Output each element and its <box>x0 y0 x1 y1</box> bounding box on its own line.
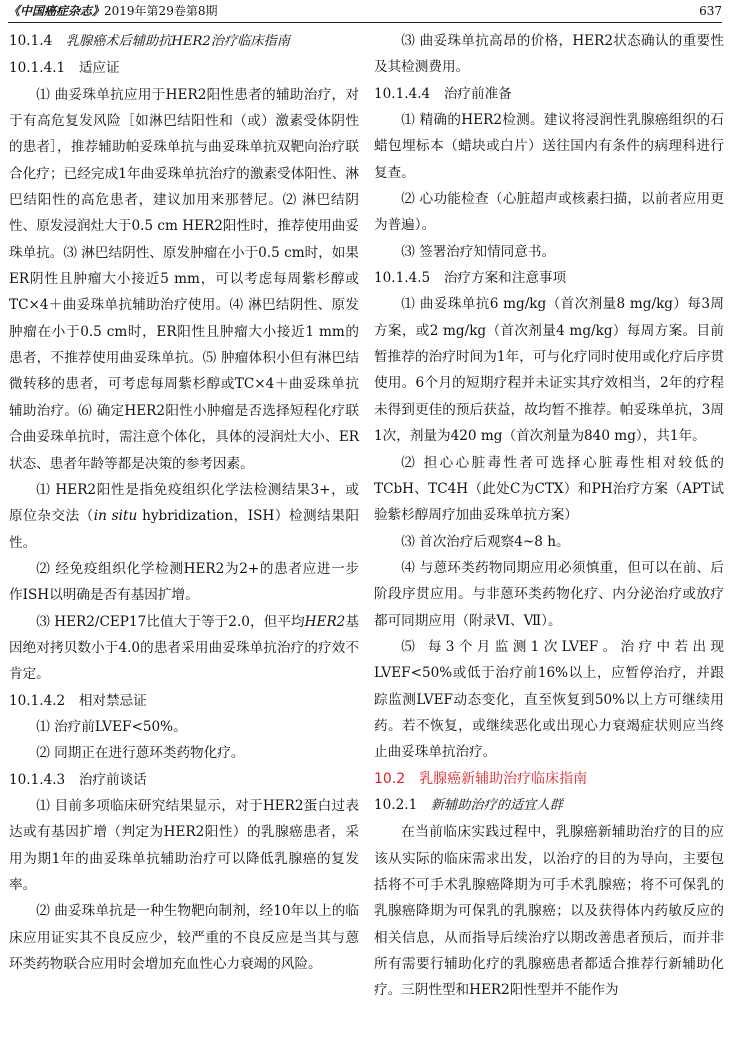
paragraph: ⑸ 每3个月监测1次LVEF。治疗中若出现LVEF<50%或低于治疗前16%以上，应暂停治疗，并跟踪监测LVEF动态变化，直至恢复到50%以上方可继续用药。若不恢复，或继续恶化或出现心力衰竭症状则应当终止曲妥珠单抗治疗。 <box>374 638 724 761</box>
paragraph: ⑶ HER2/CEP17比值大于等于2.0，但平均HER2基因绝对拷贝数小于4.0的患者采用曲妥珠单抗治疗的疗效不肯定。 <box>9 613 360 683</box>
paragraph: ⑴ 治疗前LVEF<50%。 <box>36 718 187 735</box>
subsection-heading: 10.1.4.4 治疗前准备 <box>374 85 512 102</box>
paragraph: ⑵ 担心心脏毒性者可选择心脏毒性相对较低的TCbH、TC4H（此处C为CTX）和PH治疗方案（APT试验紫杉醇周疗加曲妥珠单抗方案） <box>374 454 724 524</box>
page-number: 637 <box>699 4 722 18</box>
paragraph: ⑴ 精确的HER2检测。建议将浸润性乳腺癌组织的石蜡包埋标本（蜡块或白片）送往国内有条件的病理科进行复查。 <box>374 112 724 181</box>
paragraph: ⑶ 首次治疗后观察4~8 h。 <box>401 533 570 550</box>
section-heading: 10.1.4 乳腺癌术后辅助抗HER2治疗临床指南 <box>9 33 290 49</box>
paragraph: ⑶ 签署治疗知情同意书。 <box>401 243 556 260</box>
subsection-heading: 10.2.1 新辅助治疗的适宜人群 <box>374 796 563 813</box>
journal-name: 《中国癌症杂志》 <box>8 4 105 18</box>
paragraph: ⑶ 曲妥珠单抗高昂的价格，HER2状态确认的重要性及其检测费用。 <box>374 33 724 76</box>
paragraph: ⑴ 曲妥珠单抗6 mg/kg（首次剂量8 mg/kg）每3周方案，或2 mg/kg（首次剂量4 mg/kg）每周方案。目前暂推荐的治疗时间为1年，可与化疗同时使用或化疗后序贯使用。6个月的短期疗程并未证实其疗效相当，2年的疗程未得到更佳的预后获益，故均暂不推荐。帕妥珠单抗，3周1次，剂量为420 mg（首次剂量为840 mg），共1年。 <box>374 296 724 445</box>
subsection-heading: 10.1.4.3 治疗前谈话 <box>9 771 147 788</box>
subsection-heading: 10.1.4.2 相对禁忌证 <box>9 692 147 709</box>
paragraph: ⑵ 经免疫组织化学检测HER2为2+的患者应进一步作ISH以明确是否有基因扩增。 <box>9 560 359 604</box>
journal-citation <box>8 1 217 21</box>
subsection-heading: 10.1.4.5 治疗方案和注意事项 <box>374 270 567 287</box>
paragraph: ⑵ 心功能检查（心脏超声或核素扫描，以前者应用更为普遍）。 <box>374 191 724 234</box>
journal-issue: 2019年第29卷第8期 <box>104 4 218 18</box>
left-column <box>9 28 359 977</box>
paragraph: ⑷ 与蒽环类药物同期应用必须慎重，但可以在前、后阶段序贯应用。与非蒽环类药物化疗、内分泌治疗或放疗都可同期应用（附录Ⅵ、Ⅶ）。 <box>374 559 724 629</box>
paragraph: ⑴ 曲妥珠单抗应用于HER2阳性患者的辅助治疗，对于有高危复发风险［如淋巴结阳性和（或）激素受体阴性的患者］，推荐辅助帕妥珠单抗与曲妥珠单抗双靶向治疗联合化疗；已经完成1年曲妥珠单抗治疗的激素受体阳性、淋巴结阳性的高危患者，建议加用来那替尼。⑵ 淋巴结阴性、原发浸润灶大于0.5 cm HER2阳性时，推荐使用曲妥珠单抗。⑶ 淋巴结阴性、原发肿瘤在小于0.5 cm时，如果ER阴性且肿瘤大小接近5 mm，可以考虑每周紫杉醇或TC×4＋曲妥珠单抗辅助治疗使用。⑷ 淋巴结阴性、原发肿瘤在小于0.5 cm时，ER阳性且肿瘤大小接近1 mm的患者，不推荐使用曲妥珠单抗。⑸ 肿瘤体积小但有淋巴结微转移的患者，可考虑每周紫杉醇或TC×4＋曲妥珠单抗辅助治疗。⑹ 确定HER2阳性小肿瘤是否选择短程化疗联合曲妥珠单抗时，需注意个体化，具体的浸润灶大小、ER状态、患者年龄等都是决策的参考因素。 <box>9 86 359 472</box>
paragraph: ⑴ HER2阳性是指免疫组织化学法检测结果3+，或原位杂交法（in situ hybridization，ISH）检测结果阳性。 <box>9 481 360 551</box>
paragraph: ⑵ 曲妥珠单抗是一种生物靶向制剂，经10年以上的临床应用证实其不良反应少，较严重的不良反应是当其与蒽环类药物联合应用时会增加充血性心力衰竭的风险。 <box>9 903 359 973</box>
paragraph: ⑵ 同期正在进行蒽环类药物化疗。 <box>36 745 245 762</box>
subsection-heading: 10.1.4.1 适应证 <box>9 60 120 77</box>
paragraph: 在当前临床实践过程中，乳腺癌新辅助治疗的目的应该从实际的临床需求出发，以治疗的目的为导向，主要包括将不可手术乳腺癌降期为可手术乳腺癌；将不可保乳的乳腺癌降期为可保乳的乳腺癌；以及获得体内药敏反应的相关信息，从而指导后续治疗以期改善患者预后，而并非所有需要行辅助化疗的乳腺癌患者都适合推荐行新辅助化疗。三阴性型和HER2阳性型并不能作为 <box>374 824 724 999</box>
running-header <box>8 0 722 23</box>
section-heading-red: 10.2 乳腺癌新辅助治疗临床指南 <box>374 770 588 787</box>
right-column <box>374 28 724 1004</box>
paragraph: ⑴ 目前多项临床研究结果显示，对于HER2蛋白过表达或有基因扩增（判定为HER2阳性）的乳腺癌患者，采用为期1年的曲妥珠单抗辅助治疗可以降低乳腺癌的复发率。 <box>9 797 359 893</box>
